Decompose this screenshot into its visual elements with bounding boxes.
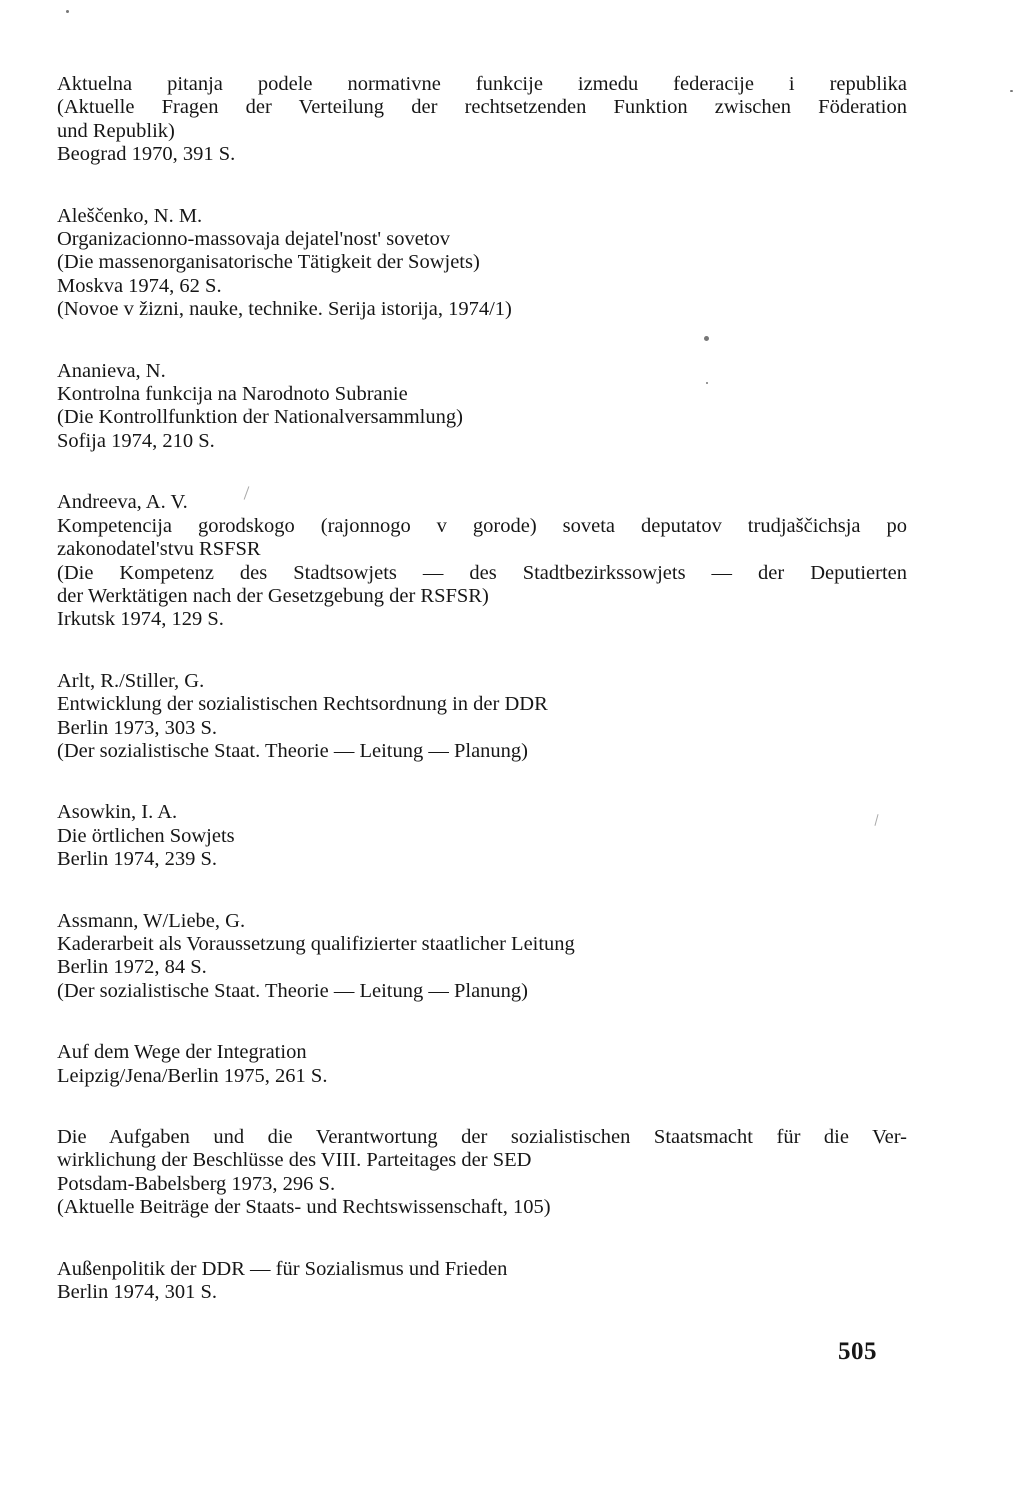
entry-title: zakonodatel'stvu RSFSR [57,538,261,561]
entry-publication: Berlin 1973, 303 S. [57,716,218,739]
entry-publication: Berlin 1972, 84 S. [57,956,207,979]
entry-publication: Moskva 1974, 62 S. [57,274,222,297]
entry-publication: Sofija 1974, 210 S. [57,429,215,452]
entry-publication: Leipzig/Jena/Berlin 1975, 261 S. [57,1064,328,1087]
bibliography-entry [57,73,907,167]
entry-title: Kaderarbeit als Voraussetzung qualifizierter staatlicher Leitung [57,932,575,955]
entry-author: Asowkin, I. A. [57,801,178,824]
bibliography-entry [57,910,907,1004]
bibliography-list [57,73,907,1304]
bibliography-entry [57,670,907,764]
scan-speck [1010,90,1013,92]
entry-title: wirklichung der Beschlüsse des VIII. Parteitages der SED [57,1149,532,1172]
bibliography-entry [57,360,907,454]
bibliography-entry [57,205,907,322]
entry-title: Die Aufgaben und die Verantwortung der sozialistischen Staatsmacht für die Ver- [57,1126,907,1148]
entry-translation: (Die massenorganisatorische Tätigkeit der Sowjets) [57,251,480,274]
entry-title: Kompetencija gorodskogo (rajonnogo v gorode) soveta deputatov trudjaščichsja po [57,514,907,537]
bibliography-entry [57,801,907,871]
page-number: 505 [838,1338,877,1365]
entry-title: Organizacionno-massovaja dejatel'nost' sovetov [57,228,450,251]
entry-author: Arlt, R./Stiller, G. [57,669,205,692]
entry-series: (Der sozialistische Staat. Theorie — Leitung — Planung) [57,739,529,762]
entry-title: Außenpolitik der DDR — für Sozialismus und Frieden [57,1257,508,1280]
entry-author: Assmann, W/Liebe, G. [57,909,246,932]
entry-title: Die örtlichen Sowjets [57,824,235,847]
entry-translation: (Die Kompetenz des Stadtsowjets — des Stadtbezirkssowjets — der Deputierten [57,561,907,584]
entry-author: Andreeva, A. V. [57,491,188,514]
entry-title: Entwicklung der sozialistischen Rechtsordnung in der DDR [57,693,548,716]
entry-series: (Novoe v žizni, nauke, technike. Serija istorija, 1974/1) [57,298,512,321]
entry-title: Auf dem Wege der Integration [57,1041,307,1064]
entry-author: Aleščenko, N. M. [57,204,203,227]
bibliography-entry [57,1041,907,1088]
entry-publication: Potsdam-Babelsberg 1973, 296 S. [57,1172,336,1195]
entry-publication: Irkutsk 1974, 129 S. [57,608,224,631]
entry-author: Ananieva, N. [57,359,166,382]
entry-series: (Der sozialistische Staat. Theorie — Leitung — Planung) [57,979,529,1002]
entry-series: (Aktuelle Beiträge der Staats- und Rechtswissenschaft, 105) [57,1196,551,1219]
scan-speck [66,10,69,13]
entry-publication: Berlin 1974, 239 S. [57,848,218,871]
bibliography-entry [57,491,907,631]
entry-title: Kontrolna funkcija na Narodnoto Subranie [57,383,408,406]
entry-publication: Beograd 1970, 391 S. [57,143,236,166]
entry-title: Aktuelna pitanja podele normativne funkcije izmedu federacije i republika [57,73,907,95]
entry-translation: und Republik) [57,119,175,142]
bibliography-entry [57,1126,907,1220]
bibliography-entry [57,1258,907,1305]
entry-publication: Berlin 1974, 301 S. [57,1281,218,1304]
entry-translation: (Die Kontrollfunktion der Nationalversammlung) [57,406,463,429]
entry-translation: (Aktuelle Fragen der Verteilung der rechtsetzenden Funktion zwischen Föderation [57,96,907,119]
entry-translation: der Werktätigen nach der Gesetzgebung der RSFSR) [57,584,489,607]
